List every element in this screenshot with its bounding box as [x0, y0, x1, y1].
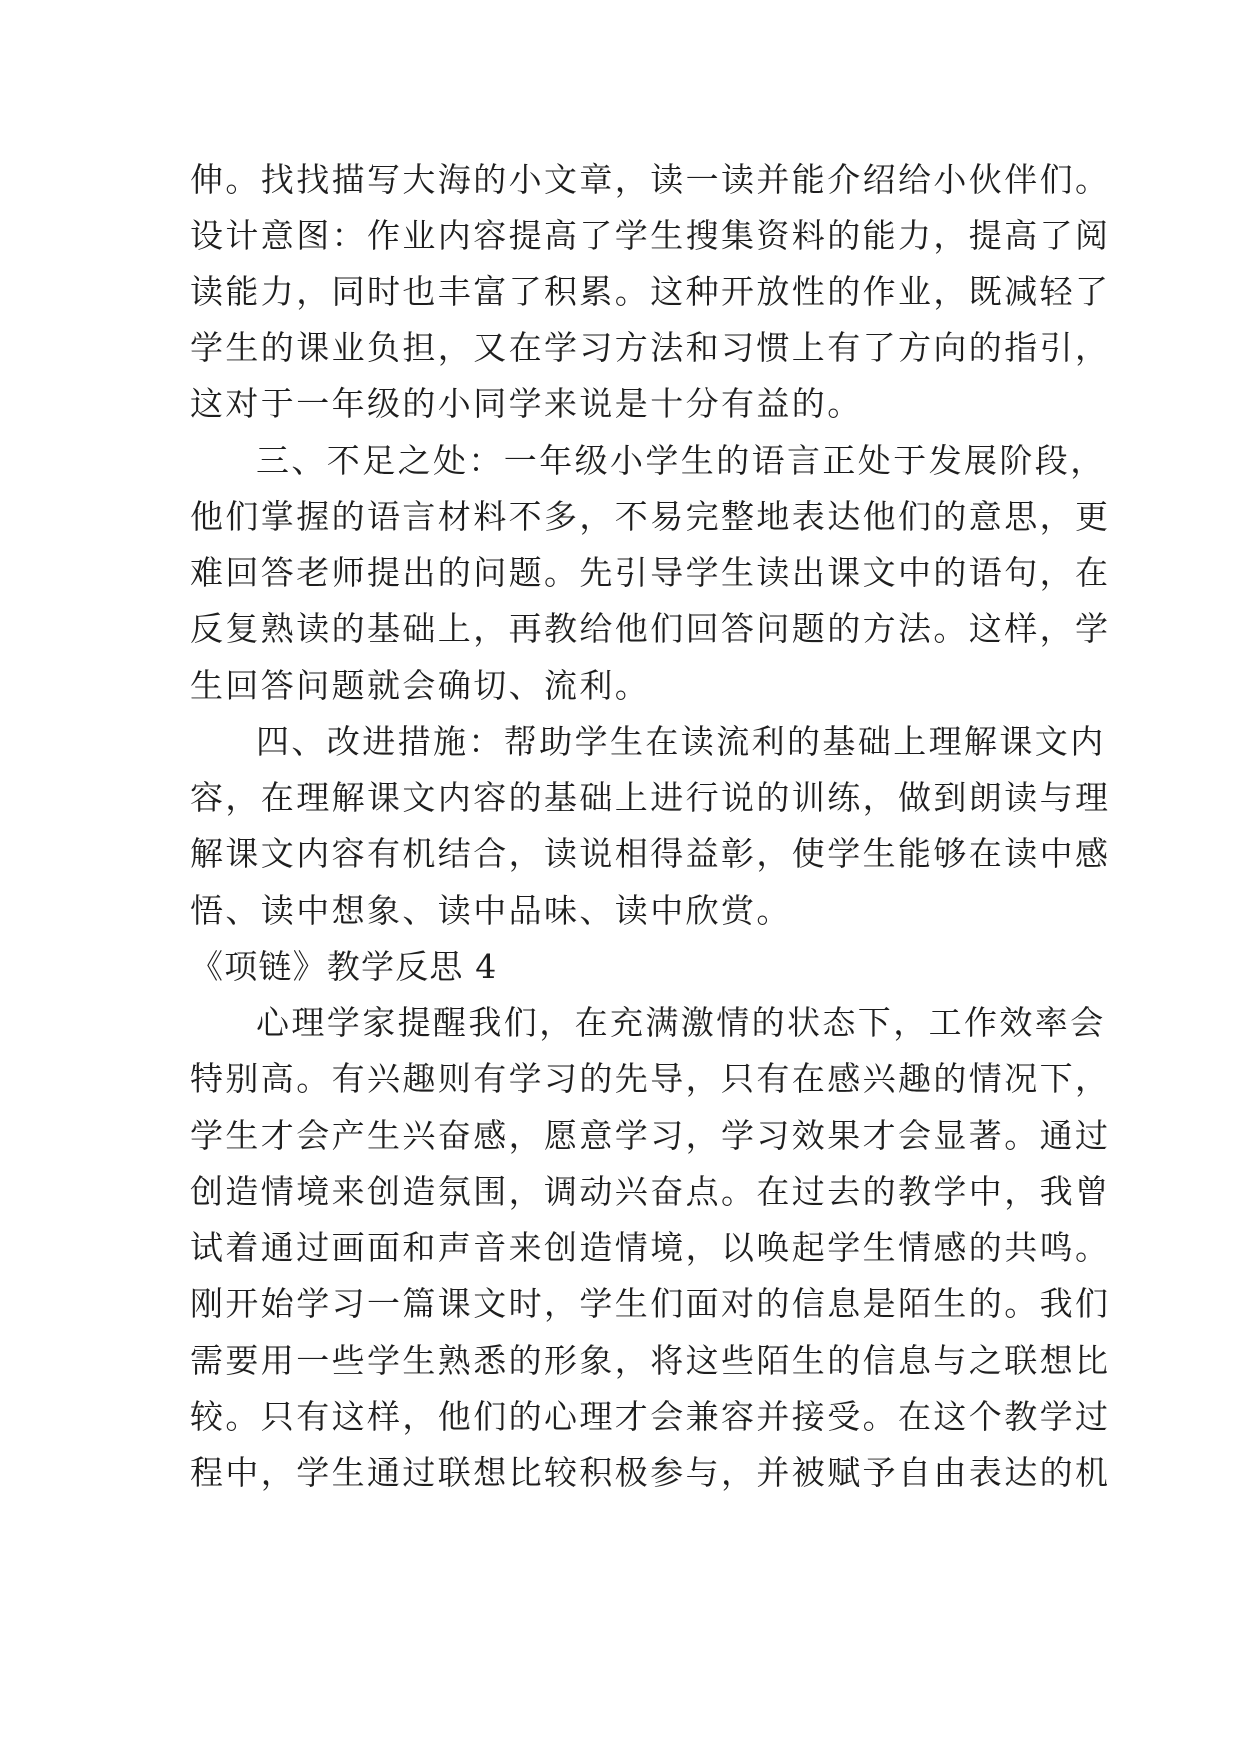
text-line: 需要用一些学生熟悉的形象，将这些陌生的信息与之联想比 — [190, 1341, 1111, 1380]
text-line: 读能力，同时也丰富了积累。这种开放性的作业，既减轻了 — [190, 272, 1111, 311]
text-line: 程中，学生通过联想比较积极参与，并被赋予自由表达的机 — [190, 1453, 1111, 1492]
text-line: 较。只有这样，他们的心理才会兼容并接受。在这个教学过 — [190, 1397, 1111, 1436]
text-line: 试着通过画面和声音来创造情境，以唤起学生情感的共鸣。 — [190, 1228, 1111, 1267]
text-line: 伸。找找描写大海的小文章，读一读并能介绍给小伙伴们。 — [190, 160, 1111, 199]
text-line: 他们掌握的语言材料不多，不易完整地表达他们的意思，更 — [190, 497, 1111, 536]
text-line: 刚开始学习一篇课文时，学生们面对的信息是陌生的。我们 — [190, 1284, 1111, 1323]
text-line: 学生才会产生兴奋感，愿意学习，学习效果才会显著。通过 — [190, 1116, 1111, 1155]
text-line: 学生的课业负担，又在学习方法和习惯上有了方向的指引， — [190, 328, 1111, 367]
text-line: 容，在理解课文内容的基础上进行说的训练，做到朗读与理 — [190, 778, 1111, 817]
text-line: 这对于一年级的小同学来说是十分有益的。 — [190, 384, 863, 423]
text-line: 反复熟读的基础上，再教给他们回答问题的方法。这样，学 — [190, 609, 1111, 648]
text-line: 创造情境来创造氛围，调动兴奋点。在过去的教学中，我曾 — [190, 1172, 1111, 1211]
text-line: 特别高。有兴趣则有学习的先导，只有在感兴趣的情况下， — [190, 1059, 1111, 1098]
text-line: 生回答问题就会确切、流利。 — [190, 666, 651, 705]
paragraph-start-line: 四、改进措施：帮助学生在读流利的基础上理解课文内 — [256, 722, 1106, 761]
paragraph-start-line: 三、不足之处：一年级小学生的语言正处于发展阶段， — [256, 441, 1106, 480]
text-line: 解课文内容有机结合，读说相得益彰，使学生能够在读中感 — [190, 834, 1111, 873]
text-line: 设计意图：作业内容提高了学生搜集资料的能力，提高了阅 — [190, 216, 1111, 255]
section-heading: 《项链》教学反思 4 — [190, 947, 498, 986]
text-line: 难回答老师提出的问题。先引导学生读出课文中的语句，在 — [190, 553, 1111, 592]
text-line: 悟、读中想象、读中品味、读中欣赏。 — [190, 891, 792, 930]
paragraph-start-line: 心理学家提醒我们，在充满激情的状态下，工作效率会 — [256, 1003, 1106, 1042]
